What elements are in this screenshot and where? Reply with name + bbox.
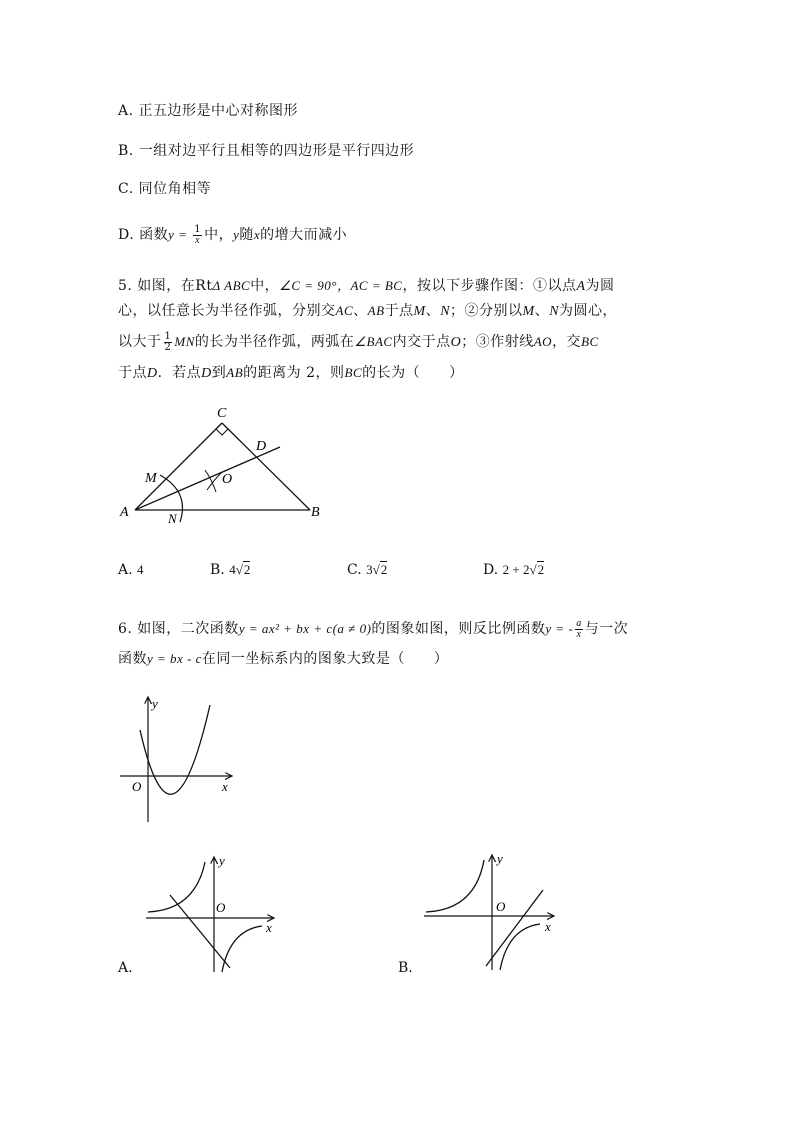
q5-ans-c-coef: 3 <box>366 562 373 577</box>
q5-ans-c-label: C. <box>347 562 367 578</box>
q5-ans-d-pre: 2 + 2 <box>502 562 530 577</box>
q4-d-y: y <box>168 227 175 242</box>
q5-l4-c: 到 <box>211 365 227 381</box>
q5-ans-c-rad: 2 <box>380 562 388 577</box>
q5-l2-c: ；②分别以 <box>450 303 523 319</box>
q5-l3-b: 的长为半径作弧，两弧在 <box>194 334 355 350</box>
b-line <box>486 890 543 966</box>
a-origin-label: O <box>216 900 226 915</box>
q5-ans-a-label: A. <box>118 562 138 578</box>
q6-l1-y: y = - <box>545 621 574 636</box>
q5-l2-N2: N <box>549 304 560 319</box>
b-x-label: x <box>545 919 551 934</box>
q6-l2-f: y = bx - c <box>147 651 202 666</box>
q4-d-mid: 中， <box>204 227 234 243</box>
q5-l2-sep: 、 <box>353 303 368 319</box>
q5-l4-BC: BC <box>344 365 363 380</box>
q5-ans-d-label: D. <box>483 562 503 578</box>
q5-ans-b-rad: 2 <box>243 562 251 577</box>
q6-l1-den: x <box>576 628 582 640</box>
q5-l2-N: N <box>440 304 451 319</box>
q5-ans-b-val: 4√2 <box>229 562 251 577</box>
q6-l2-b: 在同一坐标系内的图象大致是（ ） <box>201 651 449 667</box>
q5-l1-cond: ∠C = 90°，AC = BC <box>279 278 403 293</box>
q5-l1-abc: Δ ABC <box>212 278 251 293</box>
parabola-origin-label: O <box>132 779 142 794</box>
q5-l3-c: 内交于点 <box>392 334 451 350</box>
q5-ans-d-val: 2 + 2√2 <box>502 562 545 577</box>
b-y-label: y <box>497 851 503 866</box>
q5-l2-M2: M <box>522 304 535 319</box>
q5-l3-MN: MN <box>174 334 195 349</box>
label-n: N <box>168 511 177 526</box>
parabola-y-label: y <box>152 696 158 711</box>
q6-l2-a: 函数 <box>118 651 147 667</box>
q5-l4-AB: AB <box>226 365 244 380</box>
q5-l2-M: M <box>413 304 426 319</box>
parabola-x-label: x <box>222 779 228 794</box>
q5-ans-b-coef: 4 <box>229 562 236 577</box>
label-a: A <box>120 505 129 520</box>
q4-d-x2: x <box>253 227 261 242</box>
q5-l4-e: 的长为（ ） <box>362 365 464 381</box>
q5-l2-a: 心，以任意长为半径作弧，分别交 <box>118 303 336 319</box>
q5-ans-c-val: 3√2 <box>366 562 388 577</box>
q5-l2-sep3: 、 <box>534 303 550 319</box>
q5-l3-e: ，交 <box>552 334 582 350</box>
q5-l2-d: 为圆心， <box>559 303 618 319</box>
q4-d-y2: y <box>233 227 240 242</box>
q4-d-prefix: D. 函数 <box>118 227 169 243</box>
q5-l3-num: 1 <box>164 330 172 342</box>
q4-option-a: A. 正五边形是中心对称图形 <box>118 103 299 119</box>
q5-l3-BC: BC <box>581 334 599 349</box>
q5-ans-d-rad: 2 <box>537 562 545 577</box>
q5-l4-b: ．若点 <box>157 365 202 381</box>
q5-l3-BAC: ∠BAC <box>354 334 393 349</box>
q5-ans-a-val: 4 <box>137 562 144 577</box>
q5-l4-D: D <box>147 366 158 381</box>
b-origin-label: O <box>496 899 506 914</box>
label-o: O <box>222 472 233 487</box>
q5-l1-A: A <box>576 279 586 294</box>
q6-l1-num: a <box>576 617 582 629</box>
q4-d-post: 的增大而减小 <box>260 227 348 243</box>
q4-d-sui: 随 <box>239 227 254 243</box>
q6-answer-a-label: A. <box>118 960 133 976</box>
q5-l3-a: 以大于 <box>118 334 162 350</box>
q5-l1-a: 5. 如图，在Rt <box>118 278 213 294</box>
q4-d-num: 1 <box>194 223 202 235</box>
q5-l3-O: O <box>450 335 462 350</box>
q5-l3-AO: AO <box>533 334 553 349</box>
q5-l4-a: 于点 <box>118 365 147 381</box>
q6-l1-f: y = ax² + bx + c(a ≠ 0) <box>238 621 372 636</box>
a-y-label: y <box>219 853 225 868</box>
q4-option-b: B. 一组对边平行且相等的四边形是平行四边形 <box>118 143 415 159</box>
q5-ans-b-label: B. <box>210 562 230 578</box>
q6-answer-b-label: B. <box>398 960 413 976</box>
q4-d-eq: = <box>174 227 192 242</box>
q6-l1-a: 6. 如图，二次函数 <box>118 621 239 637</box>
q6-l1-b: 的图象如图，则反比例函数 <box>371 621 546 637</box>
label-d: D <box>256 439 267 454</box>
q5-l2-b: 于点 <box>384 303 414 319</box>
q5-l2-sep2: 、 <box>425 303 441 319</box>
b-hyperbola-upper <box>426 860 484 912</box>
q5-l1-b: 中， <box>250 278 280 294</box>
q6-l1-c: 与一次 <box>584 621 629 637</box>
a-x-label: x <box>266 920 272 935</box>
label-b: B <box>311 505 320 520</box>
q4-option-c: C. 同位角相等 <box>118 181 212 197</box>
q5-l4-d: 的距离为 2，则 <box>243 365 345 381</box>
q5-l3-d: ；③作射线 <box>461 334 534 350</box>
q5-l2-AC: AC <box>335 303 354 318</box>
q5-l3-den: 2 <box>164 341 172 353</box>
b-hyperbola-lower <box>500 924 540 970</box>
q5-l1-d: 为圆 <box>585 278 615 294</box>
label-m: M <box>145 471 157 486</box>
q5-l4-D2: D <box>201 366 212 381</box>
q4-d-den: x <box>195 234 201 246</box>
label-c: C <box>217 406 227 421</box>
q5-l2-AB: AB <box>367 303 385 318</box>
q5-l1-c: ，按以下步骤作图：①以点 <box>402 278 577 294</box>
